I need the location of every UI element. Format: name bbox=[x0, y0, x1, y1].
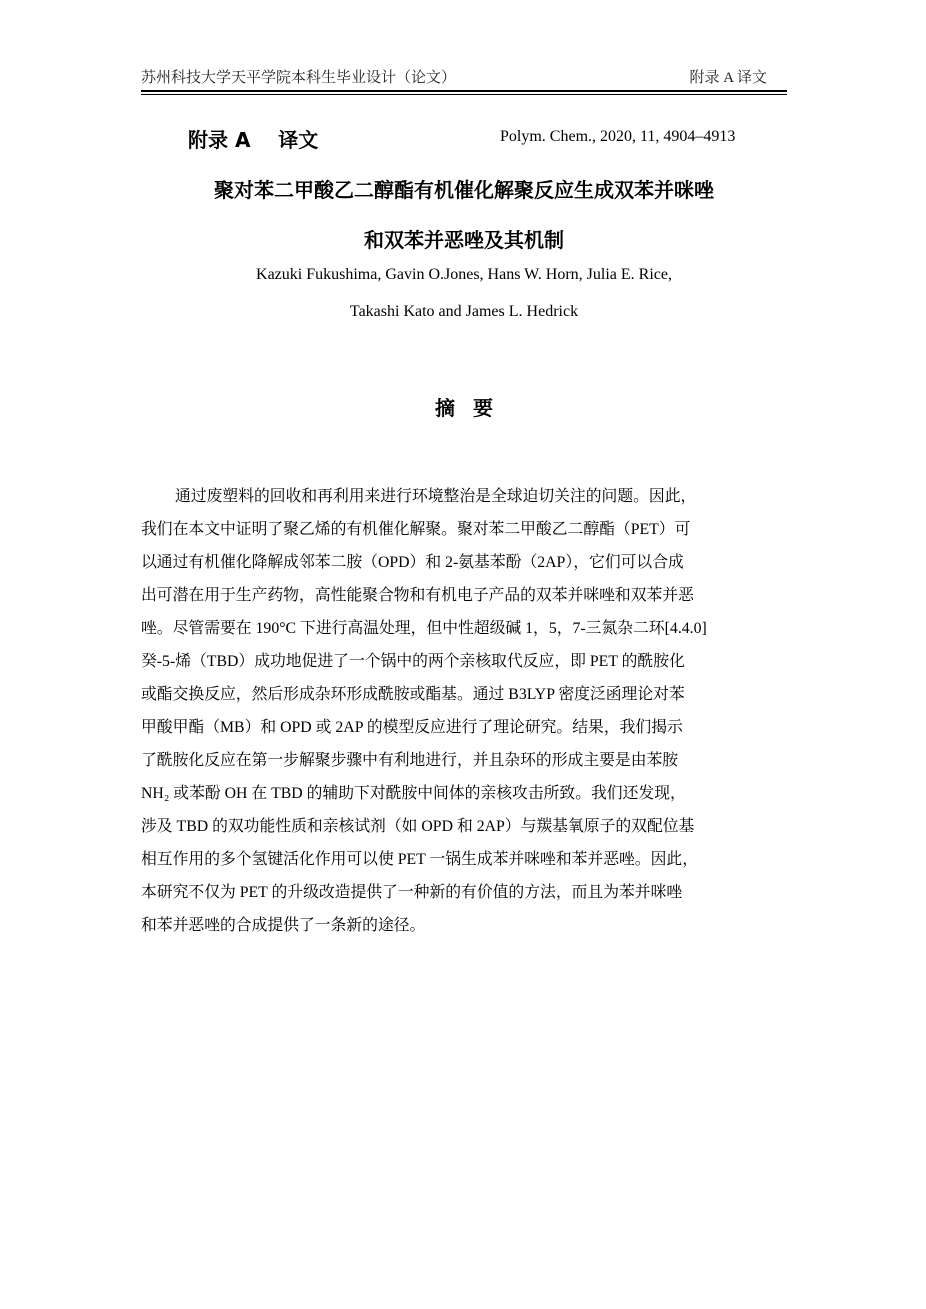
paper-title-line-1: 聚对苯二甲酸乙二醇酯有机催化解聚反应生成双苯并咪唑 bbox=[214, 178, 714, 202]
abstract-line: NH₂ 或苯酚 OH 在 TBD 的辅助下对酰胺中间体的亲核攻击所致。我们还发现， bbox=[141, 785, 686, 802]
header-rule-thick bbox=[141, 90, 787, 92]
abstract-line: 癸-5-烯（TBD）成功地促进了一个锅中的两个亲核取代反应，即 PET 的酰胺化 bbox=[141, 653, 685, 670]
abstract-body bbox=[141, 480, 787, 942]
abstract-heading: 摘要 bbox=[435, 396, 511, 420]
authors-line-1: Kazuki Fukushima, Gavin O.Jones, Hans W. Horn, Julia E. Rice, bbox=[256, 266, 672, 283]
abstract-line: 和苯并恶唑的合成提供了一条新的途径。 bbox=[141, 917, 426, 934]
abstract-line: 唑。尽管需要在 190°C 下进行高温处理，但中性超级碱 1，5，7-三氮杂二环[4.4.0] bbox=[141, 620, 707, 637]
abstract-line: 甲酸甲酯（MB）和 OPD 或 2AP 的模型反应进行了理论研究。结果，我们揭示 bbox=[141, 719, 683, 736]
journal-reference: Polym. Chem., 2020, 11, 4904–4913 bbox=[500, 128, 736, 145]
appendix-label: 附录 A 译文 bbox=[188, 128, 319, 152]
header-section-label: 附录 A 译文 bbox=[689, 70, 767, 86]
abstract-line: 本研究不仅为 PET 的升级改造提供了一种新的有价值的方法，而且为苯并咪唑 bbox=[141, 884, 683, 901]
header-university-title: 苏州科技大学天平学院本科生毕业设计（论文） bbox=[141, 70, 457, 86]
authors-line-2: Takashi Kato and James L. Hedrick bbox=[349, 303, 579, 320]
abstract-line: 涉及 TBD 的双功能性质和亲核试剂（如 OPD 和 2AP）与羰基氧原子的双配位基 bbox=[141, 818, 695, 835]
header-rule-thin bbox=[141, 94, 787, 95]
abstract-line: 我们在本文中证明了聚乙烯的有机催化解聚。聚对苯二甲酸乙二醇酯（PET）可 bbox=[141, 521, 691, 538]
abstract-line: 了酰胺化反应在第一步解聚步骤中有利地进行，并且杂环的形成主要是由苯胺 bbox=[141, 752, 679, 769]
abstract-line: 相互作用的多个氢键活化作用可以使 PET 一锅生成苯并咪唑和苯并恶唑。因此， bbox=[141, 851, 698, 868]
paper-title-line-2: 和双苯并恶唑及其机制 bbox=[364, 228, 564, 252]
abstract-line: 以通过有机催化降解成邻苯二胺（OPD）和 2-氨基苯酚（2AP），它们可以合成 bbox=[141, 554, 684, 571]
abstract-line: 通过废塑料的回收和再利用来进行环境整治是全球迫切关注的问题。因此， bbox=[175, 488, 697, 505]
abstract-line: 出可潜在用于生产药物，高性能聚合物和有机电子产品的双苯并咪唑和双苯并恶 bbox=[141, 587, 694, 604]
abstract-line: 或酯交换反应，然后形成杂环形成酰胺或酯基。通过 B3LYP 密度泛函理论对苯 bbox=[141, 686, 685, 703]
